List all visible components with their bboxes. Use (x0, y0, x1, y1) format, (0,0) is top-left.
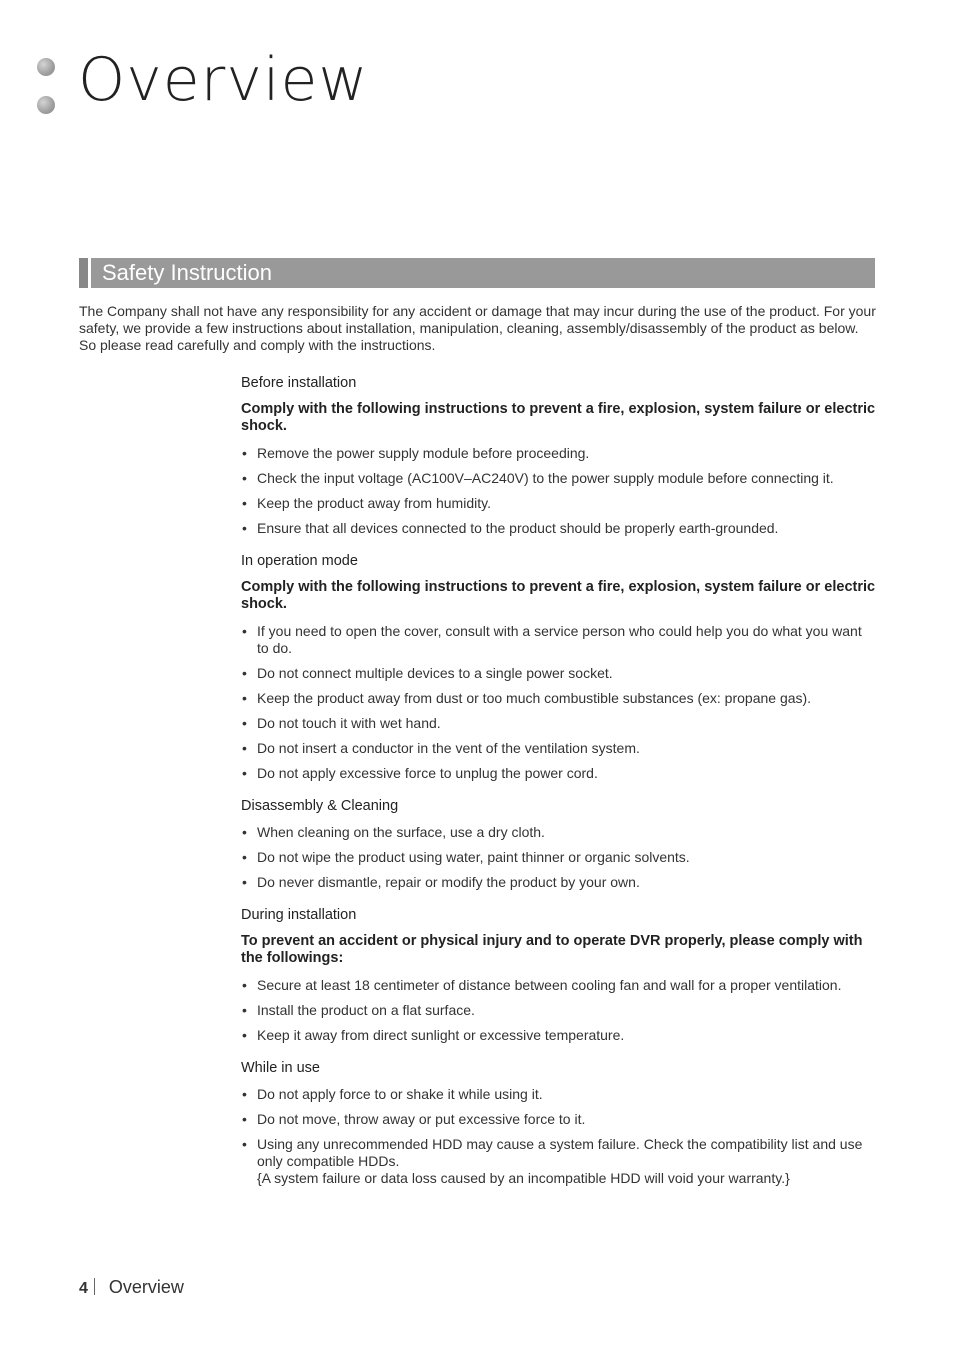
block-heading: Before installation (241, 375, 357, 391)
list-item-text: Using any unrecommended HDD may cause a system failure. Check the compatibility list and use only compatible HDDs. (257, 1136, 863, 1169)
list-item (241, 1136, 877, 1187)
page-number: 4 (79, 1280, 88, 1297)
bullet-list (241, 445, 877, 537)
list-item: • Ensure that all devices connected to the product should be properly earth-grounded. (241, 520, 877, 537)
list-item: • Do not apply excessive force to unplug the power cord. (241, 765, 877, 782)
block-note: Comply with the following instructions to prevent a fire, explosion, system failure or electric shock. (241, 579, 876, 612)
instruction-block-before-installation (241, 374, 877, 537)
list-item: • Secure at least 18 centimeter of distance between cooling fan and wall for a proper ventilation. (241, 977, 877, 994)
section-header (79, 258, 875, 288)
warranty-note: {A system failure or data loss caused by an incompatible HDD will void your warranty.} (257, 1170, 790, 1186)
block-heading: Disassembly & Cleaning (241, 798, 399, 814)
block-heading: During installation (241, 907, 357, 923)
block-note: Comply with the following instructions to prevent a fire, explosion, system failure or electric shock. (241, 401, 876, 434)
list-item: • When cleaning on the surface, use a dry cloth. (241, 824, 877, 841)
title-dots-icon (36, 56, 58, 120)
list-item: • If you need to open the cover, consult with a service person who could help you do what you want to do. (241, 623, 877, 657)
list-item: • Install the product on a flat surface. (241, 1002, 877, 1019)
instruction-block-operation-mode (241, 552, 877, 782)
footer-divider (94, 1278, 95, 1295)
instructions-content (241, 374, 877, 1202)
bullet-list (241, 1086, 877, 1187)
list-item: • Do not insert a conductor in the vent of the ventilation system. (241, 740, 877, 757)
section-tab-marker (79, 258, 91, 288)
instruction-block-disassembly-cleaning (241, 797, 877, 891)
dot-icon (37, 58, 55, 76)
list-item: • Do not wipe the product using water, paint thinner or organic solvents. (241, 849, 877, 866)
intro-paragraph: The Company shall not have any responsibility for any accident or damage that may incur during the use of the product. For your safety, we provide a few instructions about installation, manipulation, cleaning, assembly/disassembly of the product as below. So please read carefully and comply with the instructions. (79, 303, 876, 353)
list-item: • Keep the product away from humidity. (241, 495, 877, 512)
list-item: • Check the input voltage (AC100V–AC240V) to the power supply module before connecting it. (241, 470, 877, 487)
list-item: • Do never dismantle, repair or modify the product by your own. (241, 874, 877, 891)
list-item: • Do not apply force to or shake it while using it. (241, 1086, 877, 1103)
block-heading: While in use (241, 1060, 320, 1076)
list-item: • Do not connect multiple devices to a single power socket. (241, 665, 877, 682)
footer-section-label: Overview (108, 1277, 184, 1297)
page-title: Overview (78, 45, 369, 115)
instruction-block-while-in-use (241, 1059, 877, 1187)
section-title: Safety Instruction (102, 260, 272, 285)
bullet-list (241, 824, 877, 891)
bullet-list (241, 977, 877, 1044)
dot-icon (37, 96, 55, 114)
block-heading: In operation mode (241, 553, 358, 569)
list-item: • Do not touch it with wet hand. (241, 715, 877, 732)
page-footer (79, 1276, 184, 1298)
instruction-block-during-installation (241, 906, 877, 1044)
list-item: • Keep the product away from dust or too much combustible substances (ex: propane gas). (241, 690, 877, 707)
list-item: • Remove the power supply module before proceeding. (241, 445, 877, 462)
list-item: • Keep it away from direct sunlight or excessive temperature. (241, 1027, 877, 1044)
block-note: To prevent an accident or physical injury and to operate DVR properly, please comply with the followings: (241, 933, 863, 966)
list-item: • Do not move, throw away or put excessive force to it. (241, 1111, 877, 1128)
bullet-list (241, 623, 877, 782)
